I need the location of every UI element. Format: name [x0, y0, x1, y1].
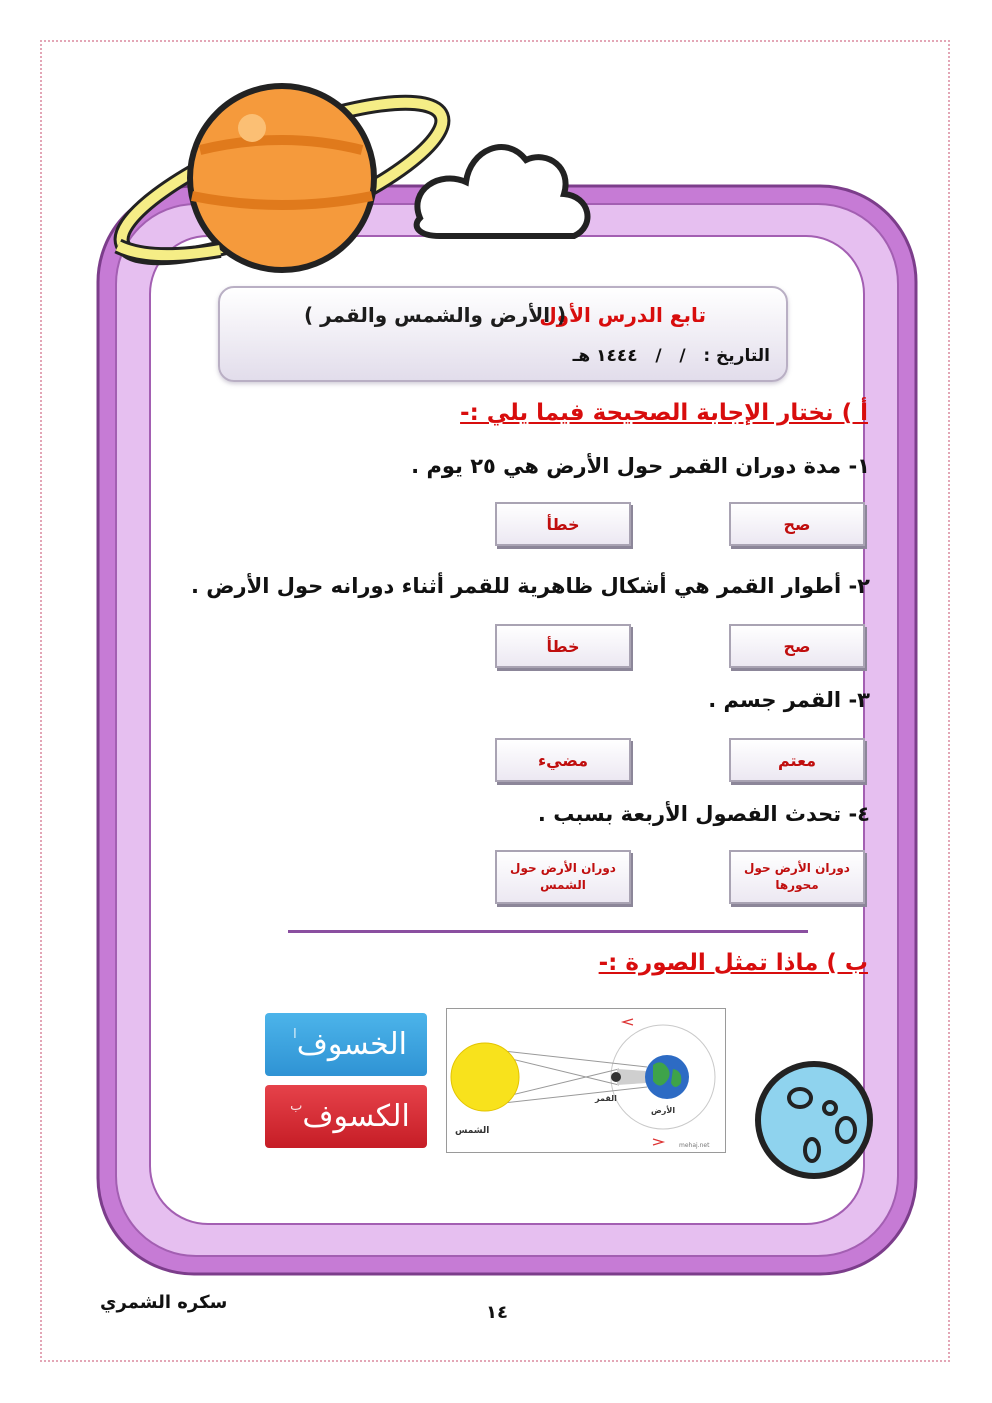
answer-lunar-eclipse-button[interactable]: [265, 1013, 427, 1076]
lesson-title: تابع الدرس الأول: [539, 303, 706, 327]
q2-option-false[interactable]: خطأ: [495, 624, 631, 668]
page-number: ١٤: [486, 1302, 508, 1323]
answer-label: الكسوف: [302, 1099, 410, 1134]
eclipse-diagram-image: [446, 1008, 726, 1153]
question-3: ٣- القمر جسم .: [708, 688, 870, 712]
q4-option-sun[interactable]: دوران الأرض حول الشمس: [495, 850, 631, 904]
q1-option-true[interactable]: صح: [729, 502, 865, 546]
q1-option-false[interactable]: خطأ: [495, 502, 631, 546]
answer-letter: ا: [293, 1027, 297, 1042]
q3-option-luminous[interactable]: مضيء: [495, 738, 631, 782]
eclipse-diagram: [447, 1009, 725, 1152]
earth-label: الأرض: [651, 1106, 676, 1115]
q4-option-axis[interactable]: دوران الأرض حول محورها: [729, 850, 865, 904]
question-1: ١- مدة دوران القمر حول الأرض هي ٢٥ يوم .: [411, 454, 870, 478]
moon-icon: [611, 1072, 621, 1082]
image-credit: mehaj.net: [679, 1142, 710, 1149]
section-divider: [288, 930, 808, 933]
lesson-subtitle: ( الأرض والشمس والقمر ): [304, 303, 567, 327]
moon-label: القمر: [595, 1094, 617, 1103]
section-b-title: ب ) ماذا تمثل الصورة :-: [598, 950, 868, 976]
author-name: سكره الشمري: [100, 1292, 228, 1313]
date-line: التاريخ : / / ١٤٤٤ هـ: [572, 346, 770, 366]
answer-letter: ب: [290, 1099, 303, 1114]
section-a-title: أ ) نختار الإجابة الصحيحة فيما يلي :-: [460, 400, 868, 426]
answer-solar-eclipse-button[interactable]: [265, 1085, 427, 1148]
cloud-icon: [417, 147, 588, 236]
answer-label: الخسوف: [296, 1027, 407, 1062]
sun-icon: [451, 1043, 519, 1111]
question-4: ٤- تحدث الفصول الأربعة بسبب .: [537, 802, 870, 826]
question-2: ٢- أطوار القمر هي أشكال ظاهرية للقمر أثناء دورانه حول الأرض .: [190, 574, 870, 598]
q2-option-true[interactable]: صح: [729, 624, 865, 668]
q3-option-opaque[interactable]: معتم: [729, 738, 865, 782]
lesson-header: [218, 286, 788, 382]
sun-label: الشمس: [455, 1126, 490, 1136]
